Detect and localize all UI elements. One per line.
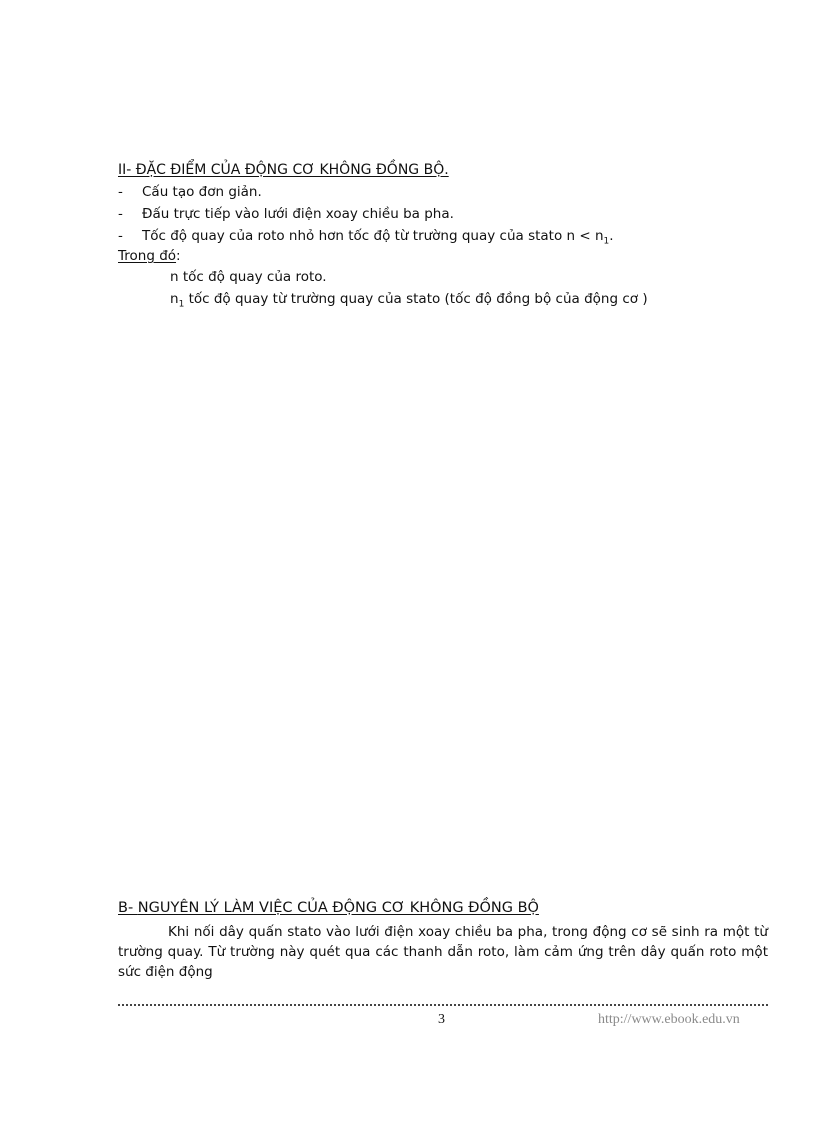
var-n: n	[170, 291, 179, 307]
bullet-marker: -	[118, 228, 123, 244]
definition-n: n tốc độ quay của roto.	[170, 269, 327, 285]
bullet-marker: -	[118, 206, 123, 222]
section-b-title: NGUYÊN LÝ LÀM VIỆC CỦA ĐỘNG CƠ KHÔNG ĐỒNG BỘ	[137, 900, 539, 916]
definition-n1	[170, 290, 648, 314]
footer-url: http://www.ebook.edu.vn	[598, 1012, 740, 1027]
bullet-item-2	[118, 205, 454, 223]
definition-text: tốc độ quay từ trường quay của stato (tốc độ đồng bộ của động cơ )	[184, 291, 648, 307]
where-label	[118, 247, 181, 265]
section-b-heading	[118, 900, 539, 916]
bullet-text: Cấu tạo đơn giản.	[142, 184, 262, 200]
bullet-marker: -	[118, 184, 123, 200]
subscript: 1	[178, 299, 185, 310]
footer-divider	[118, 1004, 768, 1006]
paragraph-text: Khi nối dây quấn stato vào lưới điện xoay chiều ba pha, trong động cơ sẽ sinh ra một từ trường quay. Từ trường này quét qua các thanh dẫn roto, làm cảm ứng trên dây quấn roto một sức điện động	[118, 924, 768, 980]
where-colon: :	[176, 248, 181, 264]
bullet-text: Tốc độ quay của roto nhỏ hơn tốc độ từ trường quay của stato n < n	[142, 228, 604, 244]
section-b-prefix: B-	[118, 900, 138, 916]
where-label-text: Trong đó	[118, 248, 177, 264]
page-number: 3	[438, 1012, 445, 1027]
bullet-text: Đấu trực tiếp vào lưới điện xoay chiều ba pha.	[142, 206, 454, 222]
section-2-heading: II- ĐẶC ĐIỂM CỦA ĐỘNG CƠ KHÔNG ĐỒNG BỘ.	[118, 162, 449, 178]
bullet-end: .	[609, 228, 614, 244]
subscript: 1	[603, 236, 610, 247]
section-b-paragraph	[118, 922, 768, 982]
bullet-item-3	[118, 227, 614, 251]
bullet-item-1	[118, 183, 262, 201]
